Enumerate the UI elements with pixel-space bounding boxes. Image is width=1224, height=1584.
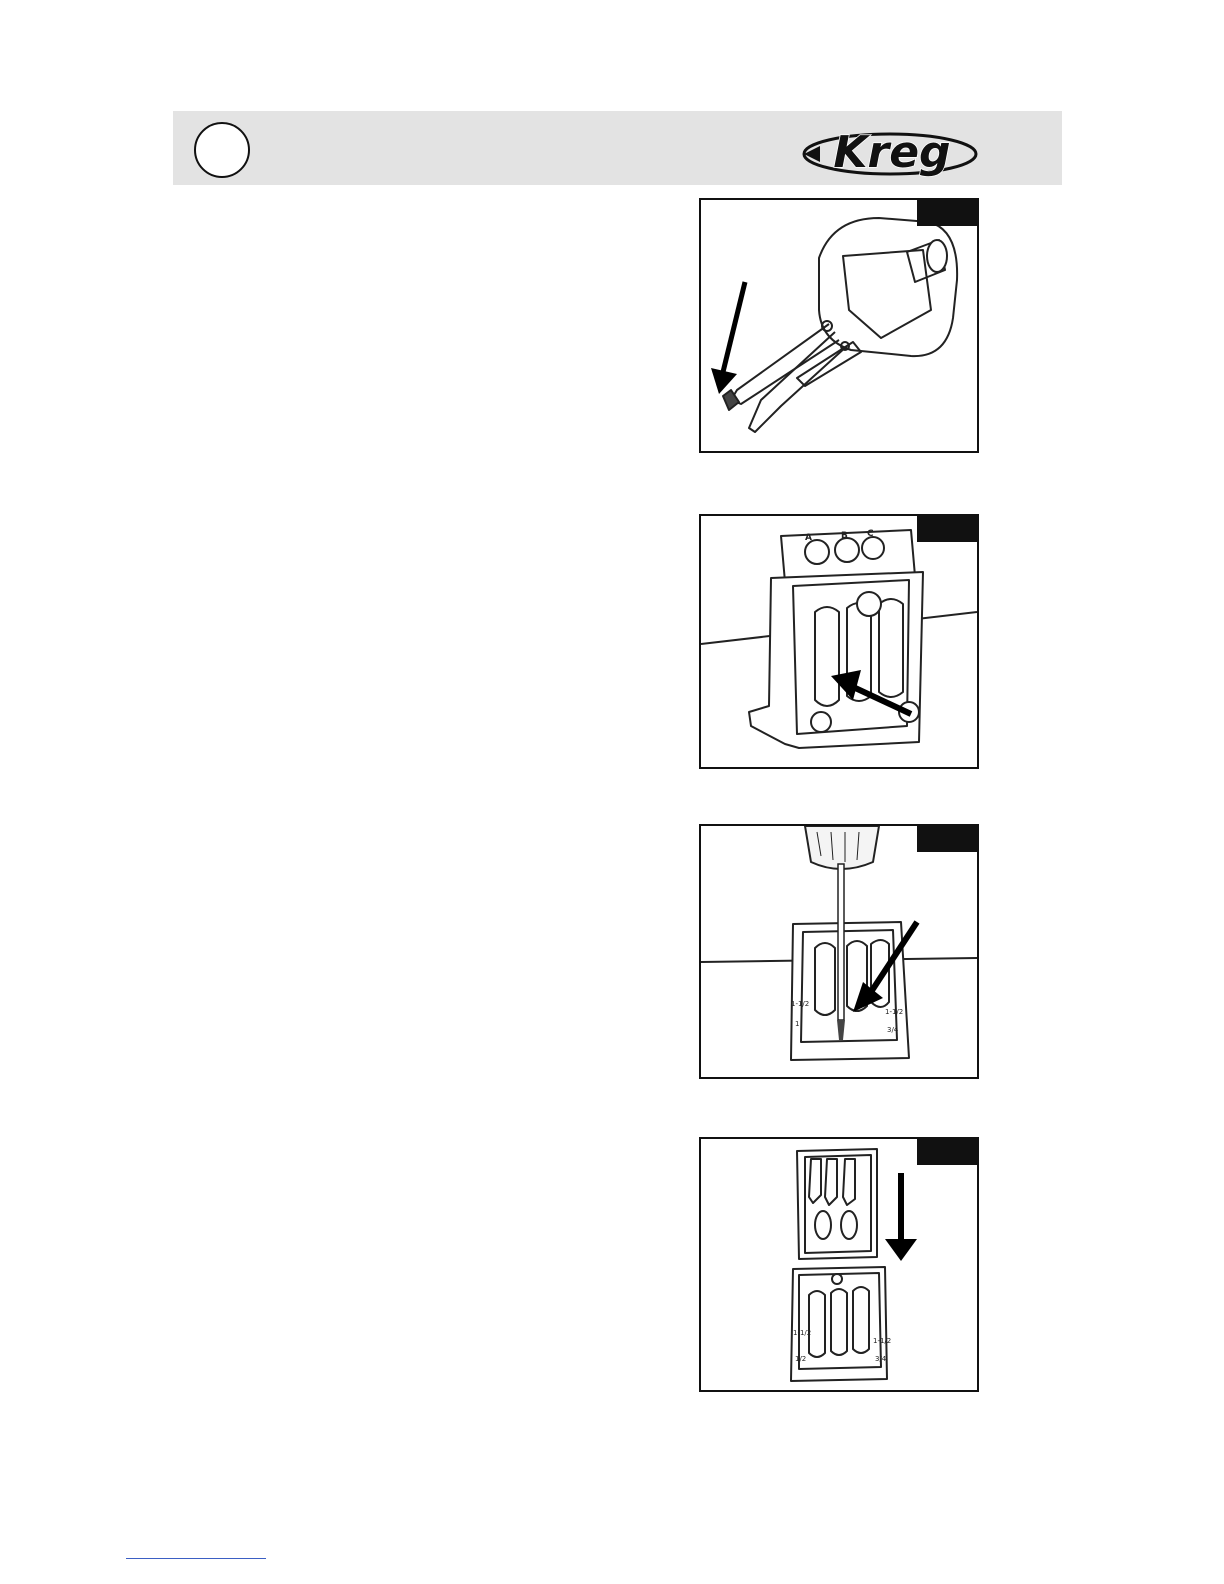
mark-right-upper: 1-1/2 [885, 1008, 904, 1016]
mark-right-lower: 3/4 [887, 1026, 899, 1034]
figure-2-jig-clamp-slot [699, 514, 979, 769]
figure-number-tab [917, 1139, 977, 1165]
drill-illustration [701, 826, 977, 1077]
mark-left-upper: 1-1/2 [793, 1329, 812, 1337]
figure-number-tab [917, 200, 977, 226]
figure-number-tab [917, 516, 977, 542]
mark-left-lower: 1 [795, 1020, 800, 1028]
figure-1-face-clamp [699, 198, 979, 453]
face-clamp-illustration [701, 200, 977, 451]
hole-label-b: B [841, 531, 848, 541]
figure-number-tab [917, 826, 977, 852]
hole-label-a: A [805, 533, 812, 543]
hole-label-c: C [867, 529, 874, 539]
guide-block-illustration [701, 1139, 977, 1390]
kreg-logo [800, 124, 980, 180]
step-number-circle [194, 122, 250, 178]
mark-left-upper: 1-1/2 [791, 1000, 810, 1008]
figure-3-drill-screw [699, 824, 979, 1079]
mark-left-lower: 1/2 [795, 1355, 807, 1363]
mark-right-lower: 3/4 [875, 1355, 887, 1363]
mark-right-upper: 1-1/2 [873, 1337, 892, 1345]
svg-text:Kreg: Kreg [833, 127, 951, 178]
footer-link-underline[interactable] [126, 1558, 266, 1559]
jig-illustration [701, 516, 977, 767]
figure-4-guide-block [699, 1137, 979, 1392]
